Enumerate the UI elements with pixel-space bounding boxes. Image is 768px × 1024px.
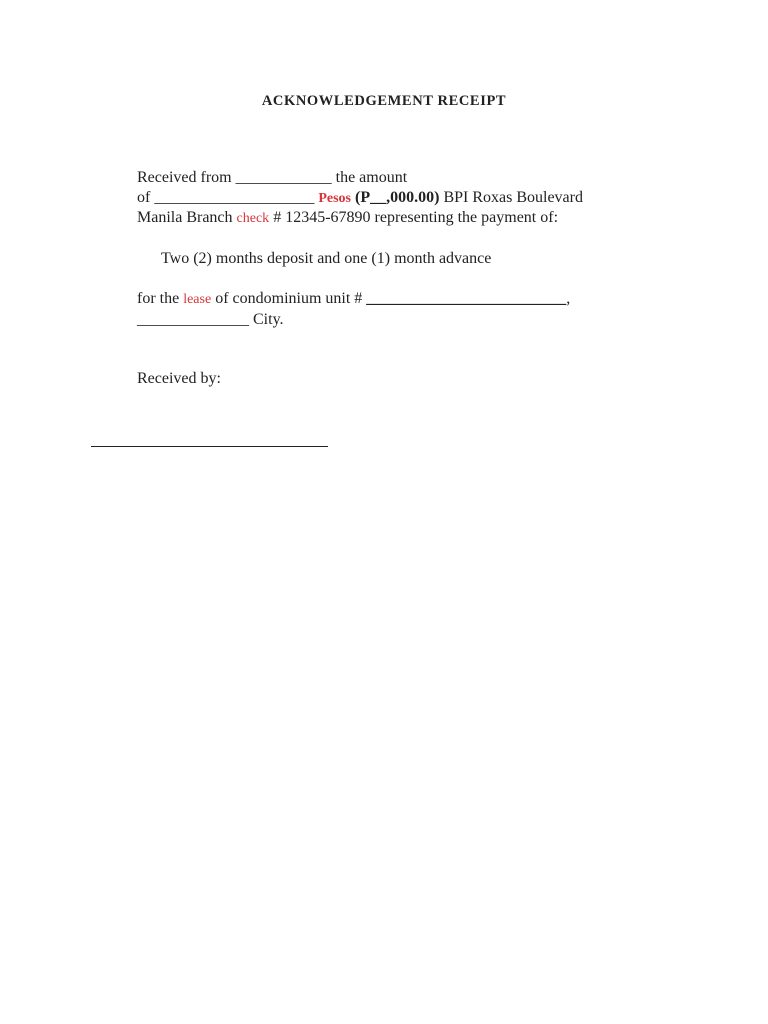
check-number: # 12345-67890 representing the payment of: — [273, 209, 559, 226]
condo-unit-label: of condominium unit # — [215, 290, 363, 307]
amount-line — [137, 188, 583, 209]
city-label: City. — [253, 311, 284, 328]
of-label: of — [137, 189, 151, 206]
lease-line — [137, 289, 570, 310]
for-the-label: for the — [137, 290, 180, 307]
city-line — [137, 310, 284, 330]
check-label: check — [236, 211, 270, 226]
city-blank: ______________ — [137, 311, 249, 328]
signature-line — [91, 446, 328, 447]
the-amount-label: the amount — [335, 169, 408, 186]
payment-description: Two (2) months deposit and one (1) month advance — [161, 250, 492, 267]
payer-name-blank: ____________ — [235, 169, 332, 186]
amount-words-blank: ____________________ — [154, 189, 315, 206]
comma: , — [566, 290, 571, 307]
received-by-label: Received by: — [137, 370, 221, 387]
bank-name: BPI Roxas Boulevard — [443, 189, 583, 206]
lease-label: lease — [183, 292, 212, 307]
branch-name: Manila Branch — [137, 209, 233, 226]
pesos-label: Pesos — [318, 191, 351, 206]
amount-figure: (P__,000.00) — [355, 189, 440, 206]
document-title: ACKNOWLEDGEMENT RECEIPT — [261, 93, 507, 109]
branch-line — [137, 208, 558, 229]
received-from-label: Received from — [137, 169, 232, 186]
unit-number-blank: _________________________ — [366, 290, 567, 307]
received-from-line — [137, 168, 407, 188]
